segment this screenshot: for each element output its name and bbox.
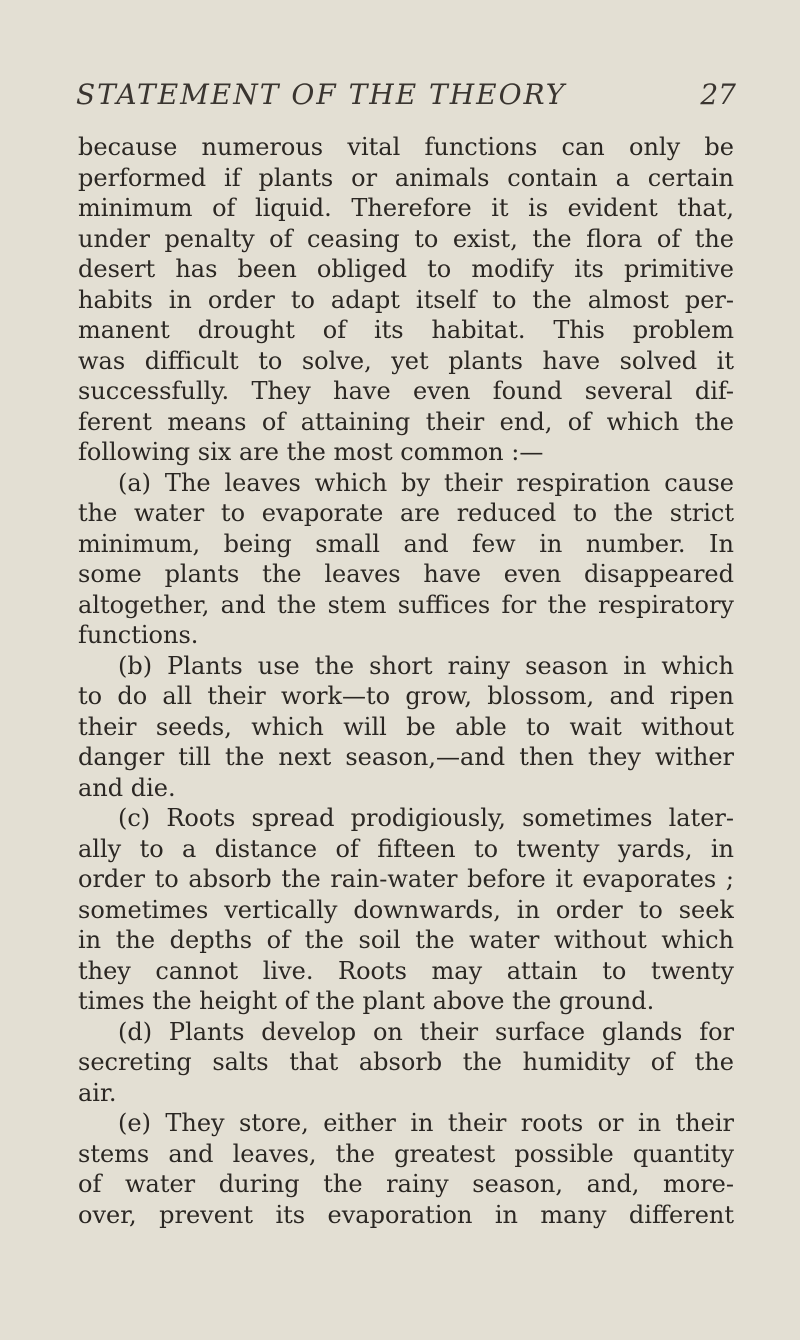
text-line: manent drought of its habitat. This problem [78, 316, 734, 344]
paragraph-c [78, 803, 734, 1017]
text-line: their seeds, which will be able to wait without [78, 712, 734, 741]
text-line: order to absorb the rain-water before it evaporates ; [78, 865, 734, 893]
paragraph-d [78, 1017, 734, 1109]
text-line: stems and leaves, the greatest possible quantity [78, 1139, 734, 1168]
text-line: following six are the most common :— [78, 438, 544, 466]
text-line: functions. [78, 621, 199, 649]
paragraph-b [78, 651, 734, 804]
text-line: air. [78, 1078, 117, 1107]
running-head [76, 78, 736, 118]
text-line: the water to evaporate are reduced to the strict [78, 499, 734, 527]
text-line: of water during the rainy season, and, more- [78, 1170, 734, 1198]
running-title: STATEMENT OF THE THEORY [76, 78, 567, 111]
paragraph-intro [78, 132, 734, 468]
text-line: because numerous vital functions can only be [78, 133, 734, 161]
page-number: 27 [700, 78, 736, 111]
body-text [78, 132, 734, 1230]
text-line: performed if plants or animals contain a certain [78, 163, 734, 192]
text-line: minimum of liquid. Therefore it is evident that, [78, 194, 734, 222]
text-line: successfully. They have even found several dif- [78, 377, 734, 405]
text-line: sometimes vertically downwards, in order to seek [78, 895, 734, 924]
text-line: under penalty of ceasing to exist, the flora of the [78, 224, 734, 253]
text-line: ferent means of attaining their end, of which the [78, 407, 734, 436]
text-line: (c) Roots spread prodigiously, sometimes later- [118, 804, 734, 832]
text-line: to do all their work—to grow, blossom, and ripen [78, 682, 734, 710]
text-line: (b) Plants use the short rainy season in which [118, 651, 734, 680]
text-line: desert has been obliged to modify its primitive [78, 255, 734, 283]
text-line: they cannot live. Roots may attain to twenty [78, 956, 734, 985]
text-line: altogether, and the stem suffices for the respiratory [78, 590, 734, 619]
text-line: danger till the next season,—and then they wither [78, 743, 734, 771]
text-line: ally to a distance of fifteen to twenty yards, in [78, 834, 734, 863]
text-line: was difficult to solve, yet plants have solved it [78, 346, 734, 375]
text-line: some plants the leaves have even disappeared [78, 560, 734, 588]
text-line: (a) The leaves which by their respiration cause [118, 468, 734, 497]
paragraph-e [78, 1108, 734, 1230]
text-line: minimum, being small and few in number. In [78, 529, 734, 558]
paragraph-a [78, 468, 734, 651]
text-line: in the depths of the soil the water without which [78, 926, 734, 954]
text-line: habits in order to adapt itself to the almost per- [78, 285, 734, 314]
text-line: (e) They store, either in their roots or in their [118, 1109, 734, 1137]
text-line: (d) Plants develop on their surface glands for [118, 1017, 734, 1046]
text-line: over, prevent its evaporation in many different [78, 1200, 734, 1229]
text-line: times the height of the plant above the ground. [78, 987, 655, 1015]
text-line: and die. [78, 773, 176, 802]
text-line: secreting salts that absorb the humidity of the [78, 1048, 734, 1076]
